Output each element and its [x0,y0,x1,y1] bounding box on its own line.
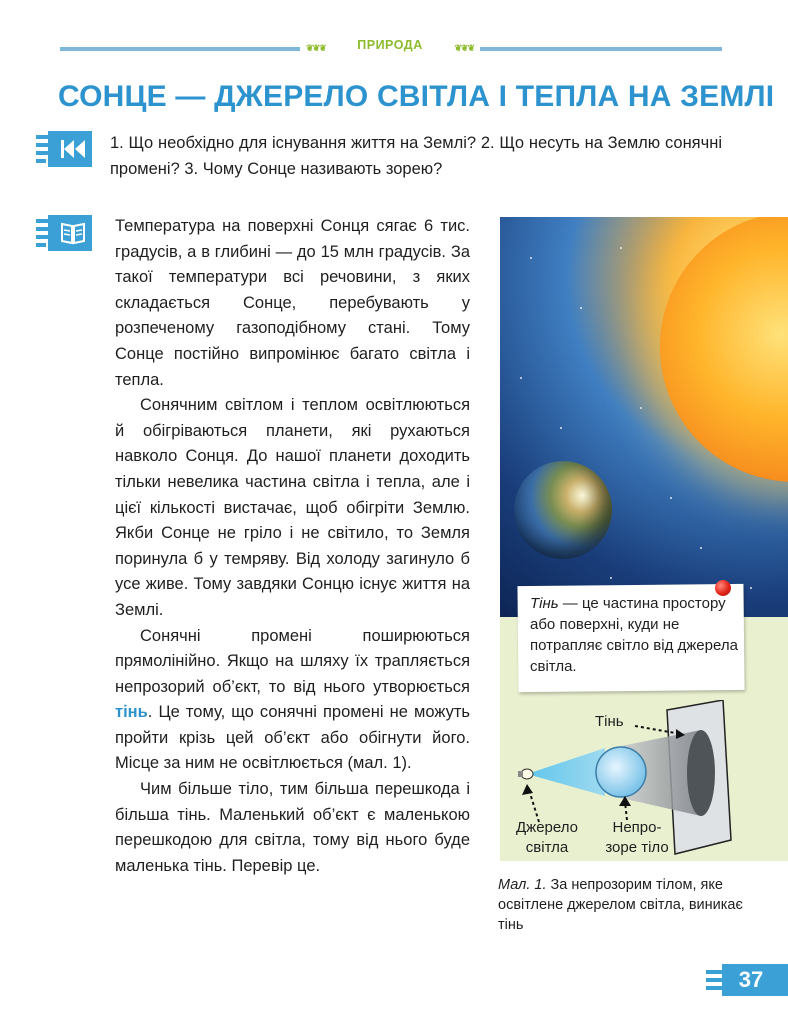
section-label [300,38,480,52]
definition-text [530,593,740,677]
open-book-icon [60,221,86,245]
paragraph-2: Сонячним світлом і теплом освітлюються й обігріваються планети, які рухаються навколо Сонця. До нашої планети доходить тільки невелика частина світла і тепла, але і цієї кількості вистачає, щоб обігріти Землю. Якби Сонце не гріло і не світило, то Земля поринула б у темряву. Від холоду загинуло б усе живе. Тому завдяки Сонцю існує життя на Землі. [115,396,470,619]
paragraph-1: Температура на поверхні Сонця сягає 6 тис. градусів, а в глибині — до 15 млн градусів. За такої температури всі речовини, з яких складається Сонце, перебувають у розпеченому газоподібному стані. Тому Сонце постійно випромінює багато світла і тепла. [115,217,470,389]
figure-caption [498,875,768,935]
rewind-icon [60,137,86,161]
caption-ref: Мал. 1. [498,877,547,893]
opaque-body-label-1: Непро- [612,819,662,836]
page-number: 37 [738,967,764,992]
section-label-text: ПРИРОДА [357,38,423,52]
paragraph-3-start: Сонячні промені поширюються прямолінійно. Якщо на шляху їх трапляється непрозорий об’єкт, то від нього утворюється [115,626,470,696]
sun-image [660,217,788,482]
page-number-badge [706,964,788,996]
main-text [115,214,470,879]
page-title: СОНЦЕ — ДЖЕРЕЛО СВІТЛА І ТЕПЛА НА ЗЕМЛІ [58,80,775,113]
reading-badge [36,215,92,251]
paragraph-4: Чим більше тіло, тим більша перешкода і більша тінь. Маленький об’єкт є маленькою перешкодою для світла, тому від нього буде маленька тінь. Перевір це. [115,780,470,875]
definition-body: — це частина простору або поверхні, куди не потрапляє світло від джерела світла. [530,595,738,675]
shadow-label: Тінь [595,713,624,730]
term-shadow: тінь [115,703,148,722]
light-source-label-1: Джерело [516,819,578,836]
paragraph-3 [115,624,470,778]
space-illustration [500,217,788,617]
review-badge [36,131,92,167]
paragraph-3-end: . Це тому, що сонячні промені не можуть пройти крізь цей об’єкт або обігнути його. Місце за ним не освітлюється (мал. 1). [115,703,470,773]
earth-image [514,461,612,559]
light-source-label-2: світла [525,839,569,856]
leaf-ornament-right-icon: ❦❦❦ [454,43,474,53]
opaque-body-label-2: зоре тіло [605,839,669,856]
shadow-diagram [505,700,785,860]
leaf-ornament-left-icon: ❦❦❦ [306,43,326,53]
review-questions: 1. Що необхідно для існування життя на Землі? 2. Що несуть на Землю сонячні промені? 3. Чому Сонце називають зорею? [110,134,722,178]
caption-text: За непрозорим тілом, яке освітлене джерелом світла, виникає тінь [498,877,743,933]
definition-term: Тінь [530,595,559,612]
